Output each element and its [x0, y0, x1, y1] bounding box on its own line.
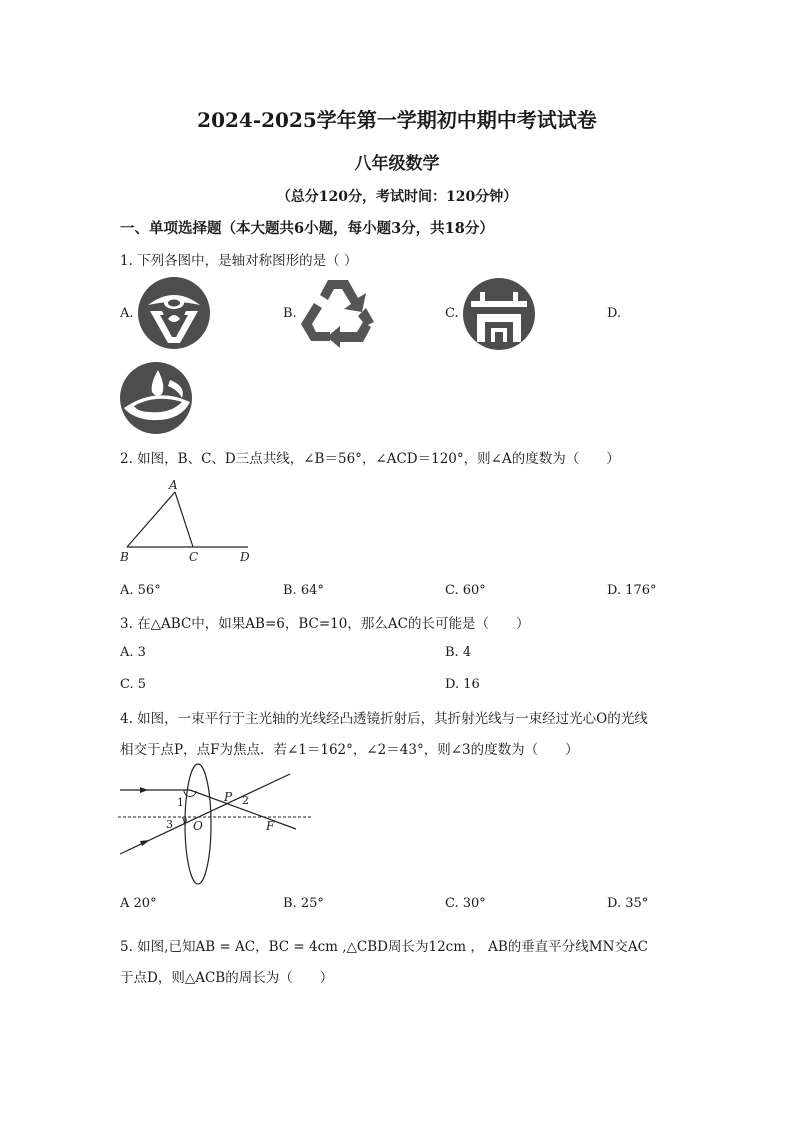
angle-2-label: 2: [242, 794, 249, 807]
recycle-icon: [300, 276, 376, 348]
q4-option-d[interactable]: D. 35°: [607, 896, 649, 911]
triangle-figure: [118, 476, 258, 566]
subject-title: 八年级数学: [354, 154, 440, 174]
q2-option-d[interactable]: D. 176°: [607, 583, 657, 598]
question-1-stem: 1. 下列各图中，是轴对称图形的是（ ）: [120, 253, 358, 269]
q2-option-c[interactable]: C. 60°: [445, 583, 486, 598]
q3-option-a[interactable]: A. 3: [120, 645, 146, 660]
q3-option-b[interactable]: B. 4: [445, 645, 472, 660]
question-5-stem-line2: 于点D，则△ACB的周长为（ ）: [120, 970, 334, 986]
q4-option-b[interactable]: B. 25°: [283, 896, 324, 911]
q4-option-a[interactable]: A 20°: [120, 896, 157, 911]
label-a: A: [169, 478, 178, 492]
label-b: B: [120, 550, 129, 564]
q1-option-d-label[interactable]: D.: [607, 306, 622, 321]
point-f-label: F: [266, 819, 275, 833]
label-d: D: [240, 550, 250, 564]
q3-option-c[interactable]: C. 5: [120, 677, 147, 692]
lens-figure: [118, 764, 318, 889]
angle-1-label: 1: [177, 796, 184, 809]
droplet-emblem-icon: [120, 362, 192, 434]
question-5-stem-line1: 5. 如图,已知AB = AC，BC = 4cm ,△CBD周长为12cm ， AB的垂直平分线MN交AC: [120, 939, 648, 955]
q2-option-b[interactable]: B. 64°: [283, 583, 324, 598]
question-3-stem: 3. 在△ABC中，如果AB=6，BC=10，那么AC的长可能是（ ）: [120, 616, 530, 632]
q1-option-a-label[interactable]: A.: [120, 306, 134, 321]
question-4-stem-line1: 4. 如图，一束平行于主光轴的光线经凸透镜折射后，其折射光线与一束经过光心O的光线: [120, 711, 648, 727]
question-2-stem: 2. 如图，B、C、D三点共线，∠B＝56°，∠ACD＝120°，则∠A的度数为（ ）: [120, 451, 620, 467]
angle-3-label: 3: [166, 818, 173, 831]
exam-info: （总分120分，考试时间：120分钟）: [276, 189, 518, 205]
q1-option-b-label[interactable]: B.: [283, 306, 297, 321]
point-p-label: P: [224, 790, 233, 804]
q3-option-d[interactable]: D. 16: [445, 677, 480, 692]
q4-option-c[interactable]: C. 30°: [445, 896, 486, 911]
exam-title: 2024-2025学年第一学期初中期中考试试卷: [197, 108, 597, 132]
q1-option-c-label[interactable]: C.: [445, 306, 459, 321]
seal-character-icon: [463, 278, 535, 350]
question-4-stem-line2: 相交于点P，点F为焦点．若∠1＝162°，∠2＝43°，则∠3的度数为（ ）: [120, 742, 579, 758]
circular-emblem-icon: [138, 277, 210, 349]
section-heading: 一、单项选择题（本大题共6小题，每小题3分，共18分）: [120, 220, 494, 237]
point-o-label: O: [193, 819, 203, 833]
q2-option-a[interactable]: A. 56°: [120, 583, 161, 598]
label-c: C: [189, 550, 199, 564]
